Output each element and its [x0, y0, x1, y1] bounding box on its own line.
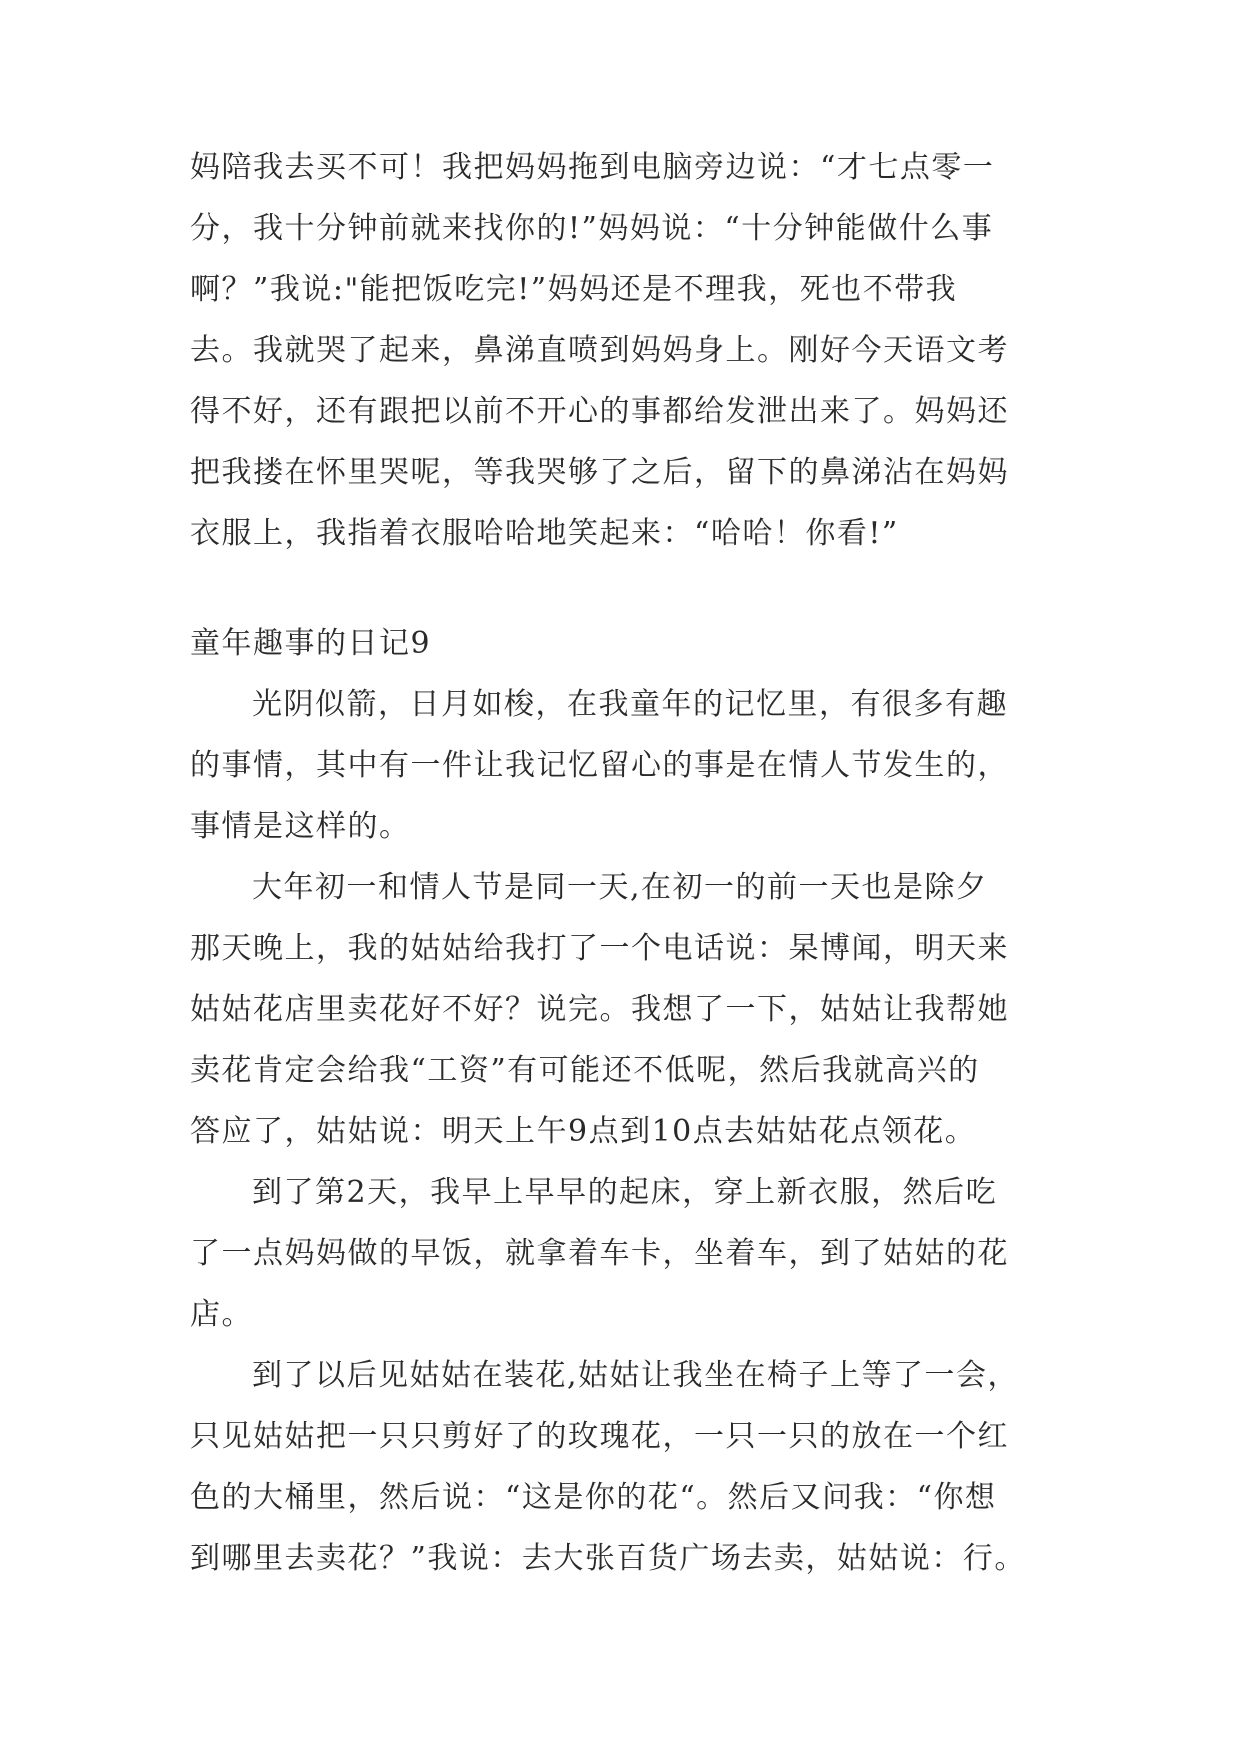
section-title: 童年趣事的日记9 [190, 626, 432, 661]
text-line: 啊？”我说:"能把饭吃完!”妈妈还是不理我，死也不带我 [190, 272, 958, 307]
text-line: 去。我就哭了起来，鼻涕直喷到妈妈身上。刚好今天语文考 [190, 333, 1009, 368]
text-line: 妈陪我去买不可！我把妈妈拖到电脑旁边说：“才七点零一 [190, 150, 995, 185]
text-line: 色的大桶里，然后说：“这是你的花“。然后又问我：“你想 [190, 1480, 997, 1515]
text-line: 那天晚上，我的姑姑给我打了一个电话说：杲博闻，明天来 [190, 931, 1009, 966]
text-line: 事情是这样的。 [190, 809, 411, 844]
text-line: 到了以后见姑姑在装花,姑姑让我坐在椅子上等了一会， [252, 1358, 1020, 1393]
text-line: 把我搂在怀里哭呢，等我哭够了之后，留下的鼻涕沾在妈妈 [190, 455, 1009, 490]
text-line: 光阴似箭，日月如梭，在我童年的记忆里，有很多有趣 [252, 687, 1008, 722]
text-line: 只见姑姑把一只只剪好了的玫瑰花，一只一只的放在一个红 [190, 1419, 1009, 1454]
text-line: 分，我十分钟前就来找你的!”妈妈说：“十分钟能做什么事 [190, 211, 994, 246]
text-line: 大年初一和情人节是同一天,在初一的前一天也是除夕 [252, 870, 988, 905]
text-line: 了一点妈妈做的早饭，就拿着车卡，坐着车，到了姑姑的花 [190, 1236, 1009, 1271]
text-line: 到哪里去卖花？”我说：去大张百货广场去卖，姑姑说：行。 [190, 1541, 1026, 1576]
text-line: 姑姑花店里卖花好不好？说完。我想了一下，姑姑让我帮她 [190, 992, 1009, 1027]
text-line: 的事情，其中有一件让我记忆留心的事是在情人节发生的， [190, 748, 1009, 783]
text-line: 店。 [190, 1297, 253, 1332]
text-line: 到了第2天，我早上早早的起床，穿上新衣服，然后吃 [252, 1175, 998, 1210]
text-line: 衣服上，我指着衣服哈哈地笑起来：“哈哈！你看!” [190, 516, 899, 551]
text-line: 得不好，还有跟把以前不开心的事都给发泄出来了。妈妈还 [190, 394, 1009, 429]
text-line: 卖花肯定会给我“工资”有可能还不低呢，然后我就高兴的 [190, 1053, 980, 1088]
text-line: 答应了，姑姑说：明天上午9点到10点去姑姑花点领花。 [190, 1114, 977, 1149]
